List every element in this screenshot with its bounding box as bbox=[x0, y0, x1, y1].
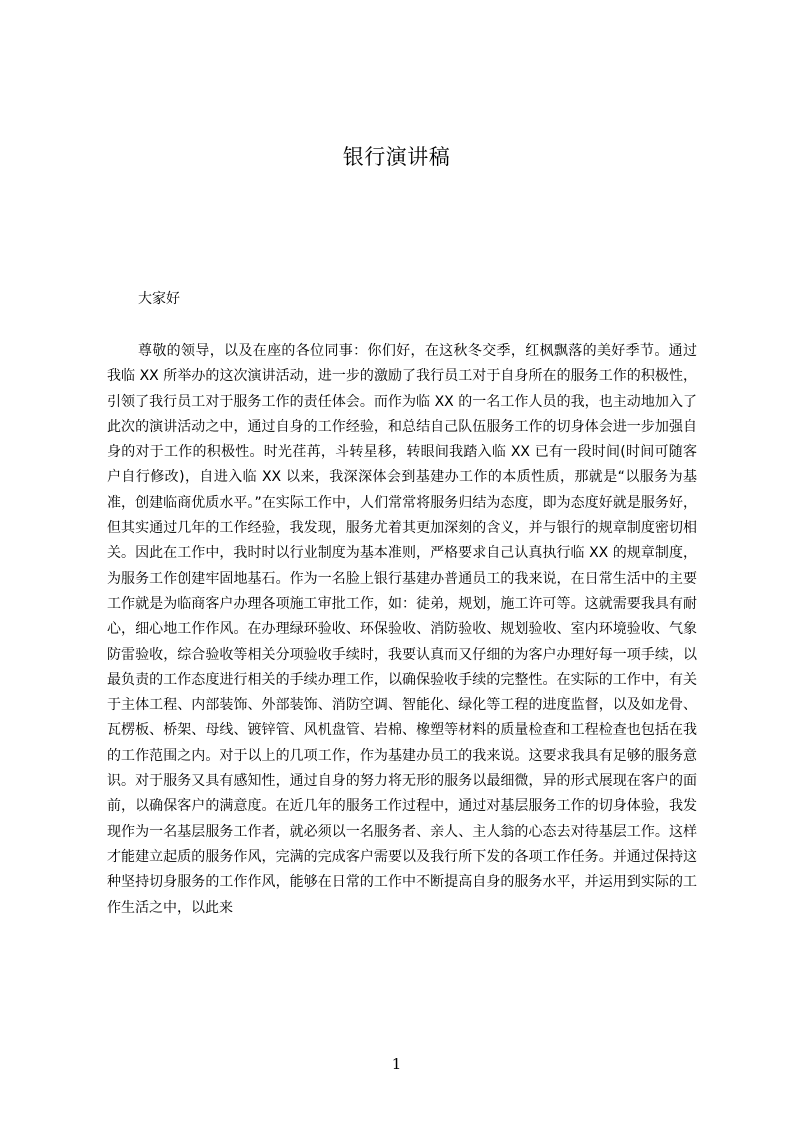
body-paragraph: 尊敬的领导，以及在座的各位同事：你们好，在这秋冬交季，红枫飘落的美好季节。通过我临 XX 所举办的这次演讲活动，进一步的激励了我行员工对于自身所在的服务工作的积极性，引领了我行员工对于服务工作的责任体会。而作为临 XX 的一名工作人员的我，也主动地加入了此次的演讲活动之中，通过自身的工作经验，和总结自己队伍服务工作的切身体会进一步加强自身的对于工作的积极性。时光荏苒，斗转星移，转眼间我踏入临 XX 已有一段时间(时间可随客户自行修改)，自进入临 XX 以来，我深深体会到基建办工作的本质性质，那就是“以服务为基准，创建临商优质水平。”在实际工作中，人们常常将服务归结为态度，即为态度好就是服务好，但其实通过几年的工作经验，我发现，服务尤着其更加深刻的含义，并与银行的规章制度密切相关。因此在工作中，我时时以行业制度为基本准则，严格要求自己认真执行临 XX 的规章制度，为服务工作创建牢固地基石。作为一名脸上银行基建办普通员工的我来说，在日常生活中的主要工作就是为临商客户办理各项施工审批工作，如：徒弟，规划，施工许可等。这就需要我具有耐心，细心地工作作风。在办理绿环验收、环保验收、消防验收、规划验收、室内环境验收、气象防雷验收，综合验收等相关分项验收手续时，我要认真而又仔细的为客户办理好每一项手续，以最负责的工作态度进行相关的手续办理工作，以确保验收手续的完整性。在实际的工作中，有关于主体工程、内部装饰、外部装饰、消防空调、智能化、绿化等工程的进度监督，以及如龙骨、瓦楞板、桥架、母线、镀锌管、风机盘管、岩棉、橡塑等材料的质量检查和工程检查也包括在我的工作范围之内。对于以上的几项工作，作为基建办员工的我来说。这要求我具有足够的服务意识。对于服务又具有感知性，通过自身的努力将无形的服务以最细微，异的形式展现在客户的面前，以确保客户的满意度。在近几年的服务工作过程中，通过对基层服务工作的切身体验，我发现作为一名基层服务工作者，就必须以一名服务者、亲人、主人翁的心态去对待基层工作。这样才能建立起质的服务作风，完满的完成客户需要以及我行所下发的各项工作任务。并通过保持这种坚持切身服务的工作作风，能够在日常的工作中不断提高自身的服务水平，并运用到实际的工作生活之中，以此来 bbox=[107, 343, 697, 916]
page-title: 银行演讲稿 bbox=[342, 145, 451, 169]
page-number: 1 bbox=[391, 1055, 402, 1073]
greeting-text: 大家好 bbox=[138, 291, 180, 307]
